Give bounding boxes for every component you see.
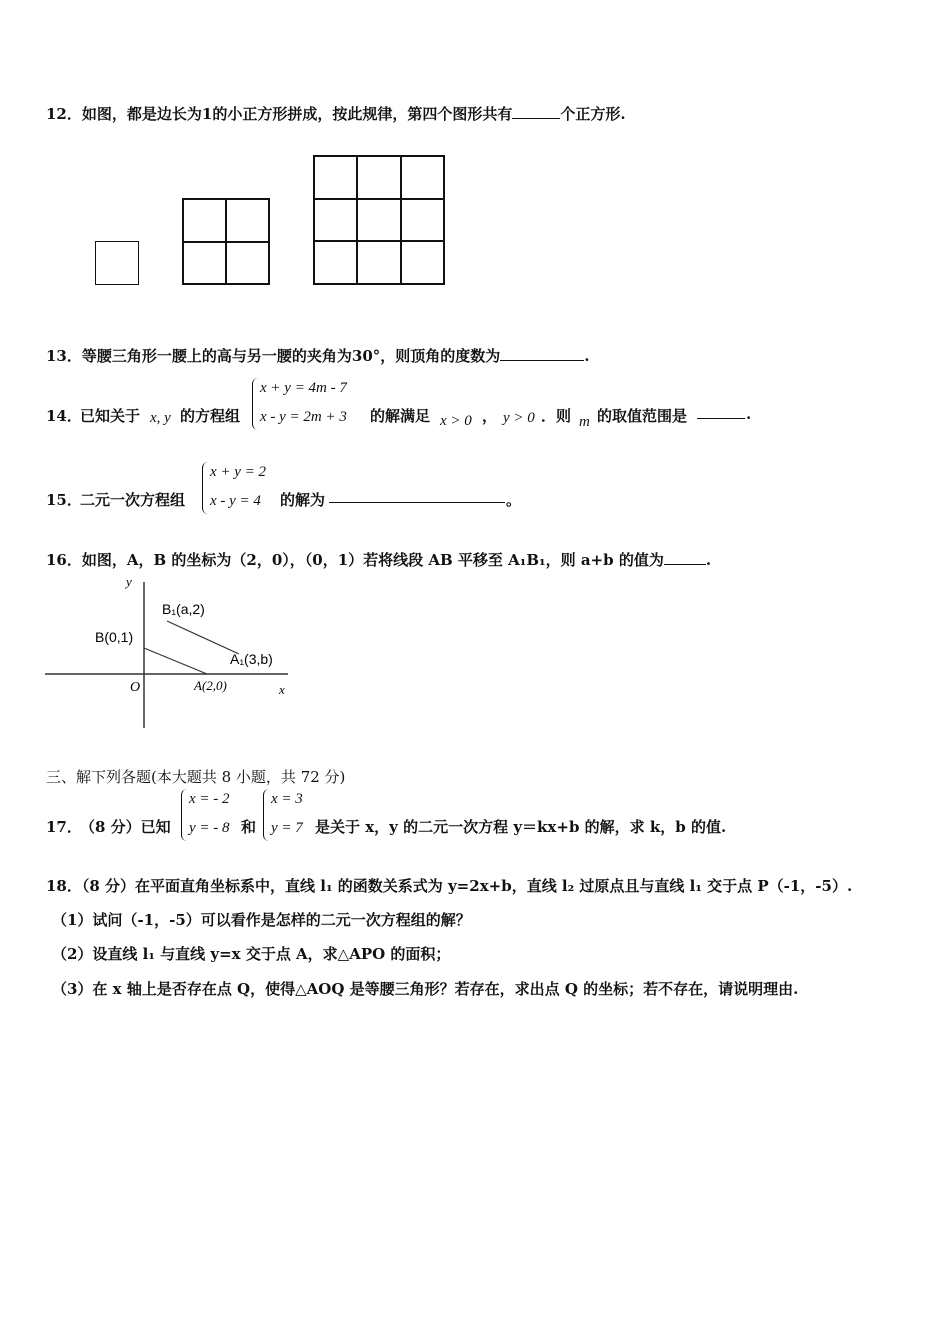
q17-and: 和: [241, 818, 257, 836]
q14-text-d: ．则: [541, 407, 572, 425]
point-A-label: A(2,0): [194, 678, 227, 693]
brace-icon: [263, 789, 270, 841]
question-13: [46, 345, 590, 366]
q12-text-b: 个正方形.: [560, 105, 626, 123]
q14-vars: x, y: [150, 410, 171, 426]
brace-icon: [252, 378, 259, 430]
q18-text: （8 分）在平面直角坐标系中，直线 l₁ 的函数关系式为 y=2x+b，直线 l₂ 过原点且与直线 l₁ 交于点 P（-1，-5）.: [81, 877, 853, 895]
q18-subquestion-1: [52, 909, 471, 930]
origin-label: O: [130, 680, 141, 695]
section-3-heading: [46, 766, 345, 787]
q18-number: 18．: [46, 877, 82, 895]
q13-number: 13．: [46, 347, 82, 365]
q15-equation-system: [202, 462, 282, 518]
point-B-label: B(0,1): [95, 629, 134, 645]
q15-answer-blank[interactable]: [329, 488, 505, 503]
q18-subquestion-2: [52, 943, 450, 964]
q14-number: 14．: [46, 407, 82, 425]
q17-solution-1: [181, 789, 241, 845]
q13-text-a: 等腰三角形一腰上的高与另一腰的夹角为30°，则顶角的度数为: [81, 347, 501, 365]
q18-sub3-text: （3）在 x 轴上是否存在点 Q，使得△AOQ 是等腰三角形？若存在，求出点 Q 的坐标；若不存在，请说明理由.: [52, 980, 799, 998]
q17-s2-eq1: x = 3: [271, 791, 303, 807]
q14-cond2: y > 0: [503, 410, 535, 426]
y-axis-label: y: [126, 574, 132, 589]
q15-text-c: 。: [506, 491, 522, 509]
q17-text-a: （8 分）已知: [80, 818, 171, 836]
brace-icon: [202, 462, 209, 514]
q16-answer-blank[interactable]: [664, 550, 706, 565]
q17-s1-eq2: y = - 8: [189, 820, 230, 836]
figure-2-grid: [182, 198, 270, 285]
segment-AB: [144, 648, 207, 674]
point-B1-label: B₁(a,2): [162, 601, 205, 617]
q16-coordinate-figure: [40, 570, 300, 730]
q14-separator: ，: [482, 407, 498, 425]
q12-text-a: 如图，都是边长为1的小正方形拼成，按此规律，第四个图形共有: [81, 105, 513, 123]
section-3-title: 三、解下列各题(本大题共 8 小题，共 72 分): [46, 768, 346, 786]
q17-text-b: 是关于 x，y 的二元一次方程 y＝kx+b 的解，求 k，b 的值.: [315, 818, 727, 836]
q18-subquestion-3: [52, 978, 798, 999]
q17-number: 17．: [46, 818, 82, 836]
q15-number: 15．: [46, 491, 82, 509]
q17-s1-eq1: x = - 2: [189, 791, 230, 807]
q14-eq1: x + y = 4m - 7: [260, 380, 347, 396]
figure-3-grid: [313, 155, 445, 285]
q15-eq2: x - y = 4: [210, 493, 261, 509]
figure-1-square: [95, 241, 139, 285]
q14-equation-system: [252, 378, 372, 434]
q14-text-a: 已知关于: [80, 407, 141, 425]
q17-s2-eq2: y = 7: [271, 820, 303, 836]
q18-sub2-text: （2）设直线 l₁ 与直线 y=x 交于点 A，求△APO 的面积；: [52, 945, 451, 963]
x-axis-label: x: [279, 682, 285, 697]
question-16: [46, 549, 711, 570]
q12-number: 12．: [46, 105, 82, 123]
brace-icon: [181, 789, 188, 841]
q17-solution-2: [263, 789, 313, 845]
q14-text-b: 的方程组: [180, 407, 241, 425]
q16-number: 16．: [46, 551, 82, 569]
question-18: [46, 875, 852, 896]
q14-text-c: 的解满足: [370, 407, 431, 425]
q18-sub1-text: （1）试问（-1，-5）可以看作是怎样的二元一次方程组的解？: [52, 911, 471, 929]
q13-text-b: .: [584, 347, 590, 365]
point-A1-label: A₁(3,b): [230, 651, 273, 667]
segment-A1B1: [167, 621, 239, 654]
q15-eq1: x + y = 2: [210, 464, 267, 480]
q13-answer-blank[interactable]: [500, 346, 584, 361]
q14-answer-blank[interactable]: [697, 404, 745, 419]
q14-cond1: x > 0: [440, 413, 472, 429]
q15-text-a: 二元一次方程组: [80, 491, 186, 509]
q14-text-e: 的取值范围是: [597, 407, 688, 425]
question-12: [46, 103, 626, 124]
q16-text: 如图，A，B 的坐标为（2，0），（0，1）若将线段 AB 平移至 A₁B₁，则 a+b 的值为: [81, 551, 664, 569]
q14-eq2: x - y = 2m + 3: [260, 409, 347, 425]
q14-text-f: .: [746, 405, 752, 423]
q16-end: .: [705, 551, 712, 569]
q12-answer-blank[interactable]: [512, 104, 560, 119]
q15-text-b: 的解为: [280, 491, 326, 509]
q14-m: m: [579, 414, 590, 430]
